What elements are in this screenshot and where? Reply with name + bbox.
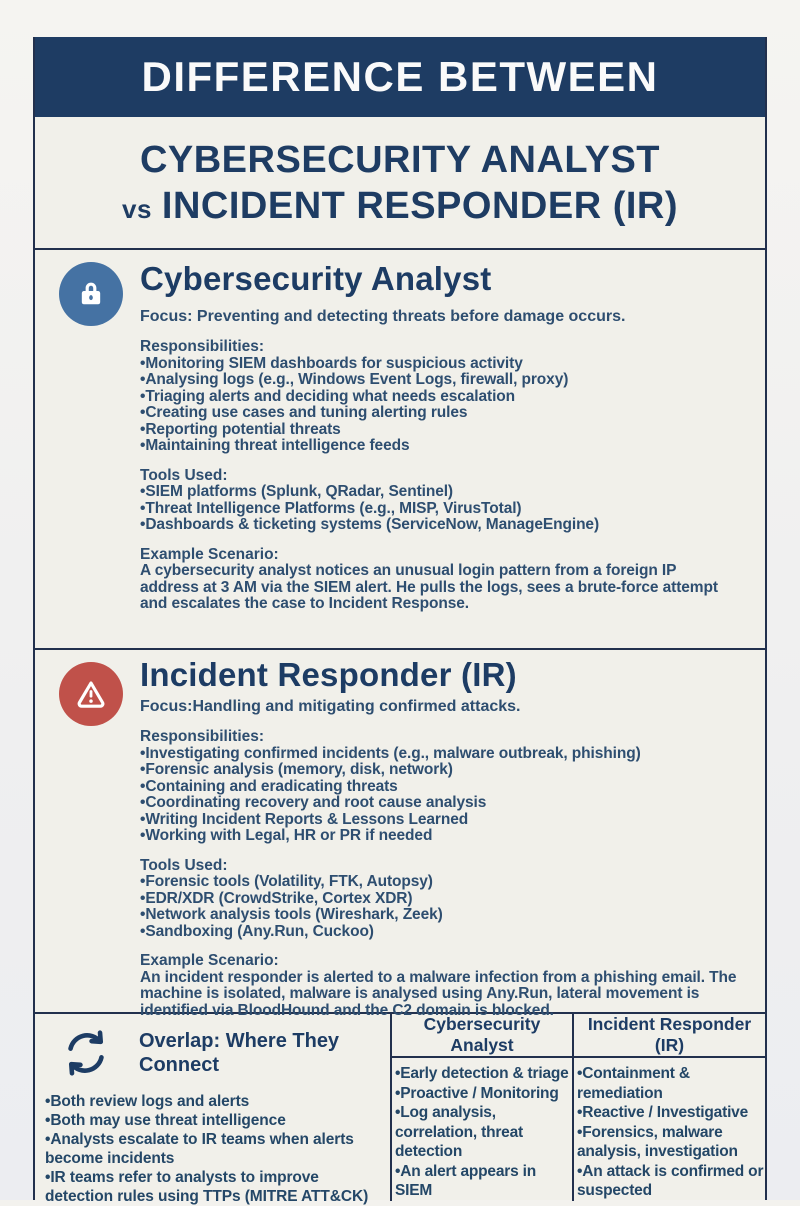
focus-text: Focus: Preventing and detecting threats before damage occurs.: [140, 308, 626, 325]
section-cybersecurity-analyst: [35, 248, 765, 648]
tools-list: [140, 484, 737, 534]
bottom-section: [35, 1012, 765, 1205]
tools-block: [140, 858, 737, 941]
list-item: •Containment & remediation: [577, 1065, 690, 1102]
overlap-header: [45, 1024, 386, 1082]
section-heading: Cybersecurity Analyst: [140, 260, 492, 297]
responsibilities-list: [140, 356, 737, 455]
main-title-line1: CYBERSECURITY ANALYST: [139, 139, 661, 181]
list-item: •Both review logs and alerts: [45, 1093, 250, 1110]
list-item: •An attack is confirmed or suspected: [577, 1162, 764, 1199]
main-title: [35, 117, 765, 248]
scenario-label: Example Scenario:: [140, 952, 279, 969]
banner-title: DIFFERENCE BETWEEN: [141, 53, 659, 100]
scenario-text: A cybersecurity analyst notices an unusual login pattern from a foreign IP address at 3 AM via the SIEM alert. He pulls the logs, sees a brute-force attempt and escalates the case to Incident Response.: [140, 562, 718, 612]
lock-icon: [59, 262, 123, 326]
list-item: •Early detection & triage: [395, 1065, 569, 1082]
comparison-body-row: [390, 1058, 765, 1201]
list-item: •IR teams refer to analysts to improve detection rules using TTPs (MITRE ATT&CK): [45, 1169, 369, 1205]
section-content: [140, 650, 737, 1019]
list-item: •Threat Intelligence Platforms (e.g., MISP, VirusTotal): [140, 499, 522, 517]
list-item: •Log analysis, correlation, threat detection: [395, 1104, 523, 1160]
list-item: •Network analysis tools (Wireshark, Zeek): [140, 906, 443, 923]
comparison-table: [390, 1014, 765, 1198]
tools-label: Tools Used:: [140, 466, 228, 484]
list-item: •Containing and eradicating threats: [140, 777, 398, 795]
list-item: •Writing Incident Reports & Lessons Learned: [140, 810, 469, 828]
list-item: •Forensic tools (Volatility, FTK, Autopsy): [140, 873, 433, 890]
focus-text: Focus:Handling and mitigating confirmed attacks.: [140, 698, 521, 715]
responsibilities-block: [140, 729, 737, 845]
responsibilities-list: [140, 746, 737, 845]
column-header-analyst: Cybersecurity Analyst: [390, 1014, 572, 1056]
alert-triangle-icon: [59, 662, 123, 726]
list-item: •Forensic analysis (memory, disk, network): [140, 761, 453, 778]
column-cell-analyst: [390, 1058, 572, 1201]
list-item: •Reactive / Investigative: [577, 1104, 749, 1121]
list-item: •Analysing logs (e.g., Windows Event Logs, firewall, proxy): [140, 371, 569, 388]
section-heading: Incident Responder (IR): [140, 656, 517, 693]
column-header-ir: Incident Responder (IR): [572, 1014, 765, 1056]
section-content: [140, 250, 737, 613]
list-item: •Sandboxing (Any.Run, Cuckoo): [140, 922, 374, 940]
comparison-header-row: [390, 1014, 765, 1058]
sync-arrows-icon: [57, 1024, 115, 1082]
list-item: •Reporting potential threats: [140, 420, 341, 438]
tools-label: Tools Used:: [140, 856, 228, 874]
list-item: •Both may use threat intelligence: [45, 1112, 286, 1129]
list-item: •Maintaining threat intelligence feeds: [140, 437, 410, 454]
overlap-list: [45, 1092, 386, 1206]
list-item: •An alert appears in SIEM: [395, 1162, 536, 1199]
responsibilities-label: Responsibilities:: [140, 728, 265, 745]
list-item: •Dashboards & ticketing systems (ServiceNow, ManageEngine): [140, 516, 600, 533]
tools-block: [140, 468, 737, 534]
scenario-block: [140, 547, 737, 613]
main-title-line2-text: INCIDENT RESPONDER (IR): [161, 185, 678, 227]
list-item: •Proactive / Monitoring: [395, 1084, 559, 1102]
list-item: •Triaging alerts and deciding what needs escalation: [140, 387, 516, 405]
list-item: •Working with Legal, HR or PR if needed: [140, 827, 433, 844]
overlap-pane: [35, 1014, 390, 1205]
responsibilities-block: [140, 339, 737, 455]
list-item: •EDR/XDR (CrowdStrike, Cortex XDR): [140, 889, 413, 907]
list-item: •Analysts escalate to IR teams when alerts become incidents: [45, 1131, 354, 1167]
overlap-title: Overlap: Where They Connect: [139, 1030, 340, 1076]
list-item: •Forensics, malware analysis, investigation: [577, 1123, 738, 1160]
list-item: •Coordinating recovery and root cause analysis: [140, 794, 487, 811]
list-item: •Creating use cases and tuning alerting rules: [140, 404, 468, 421]
scenario-text: An incident responder is alerted to a malware infection from a phishing email. The machine is isolated, malware is analysed using Any.Run, lateral movement is identified via BloodHound and the C2 domain is blocked.: [140, 968, 737, 1019]
banner: [35, 37, 765, 117]
vs-label: vs: [122, 194, 152, 224]
list-item: •Investigating confirmed incidents (e.g., malware outbreak, phishing): [140, 744, 641, 762]
infographic-card: [33, 37, 767, 1205]
tools-list: [140, 874, 737, 940]
scenario-block: [140, 953, 737, 1019]
list-item: •Monitoring SIEM dashboards for suspicious activity: [140, 354, 523, 372]
scenario-label: Example Scenario:: [140, 545, 279, 563]
section-incident-responder: [35, 648, 765, 1019]
main-title-line2: [35, 183, 765, 232]
list-item: •SIEM platforms (Splunk, QRadar, Sentinel): [140, 483, 453, 500]
column-cell-ir: [572, 1058, 765, 1201]
responsibilities-label: Responsibilities:: [140, 338, 265, 355]
